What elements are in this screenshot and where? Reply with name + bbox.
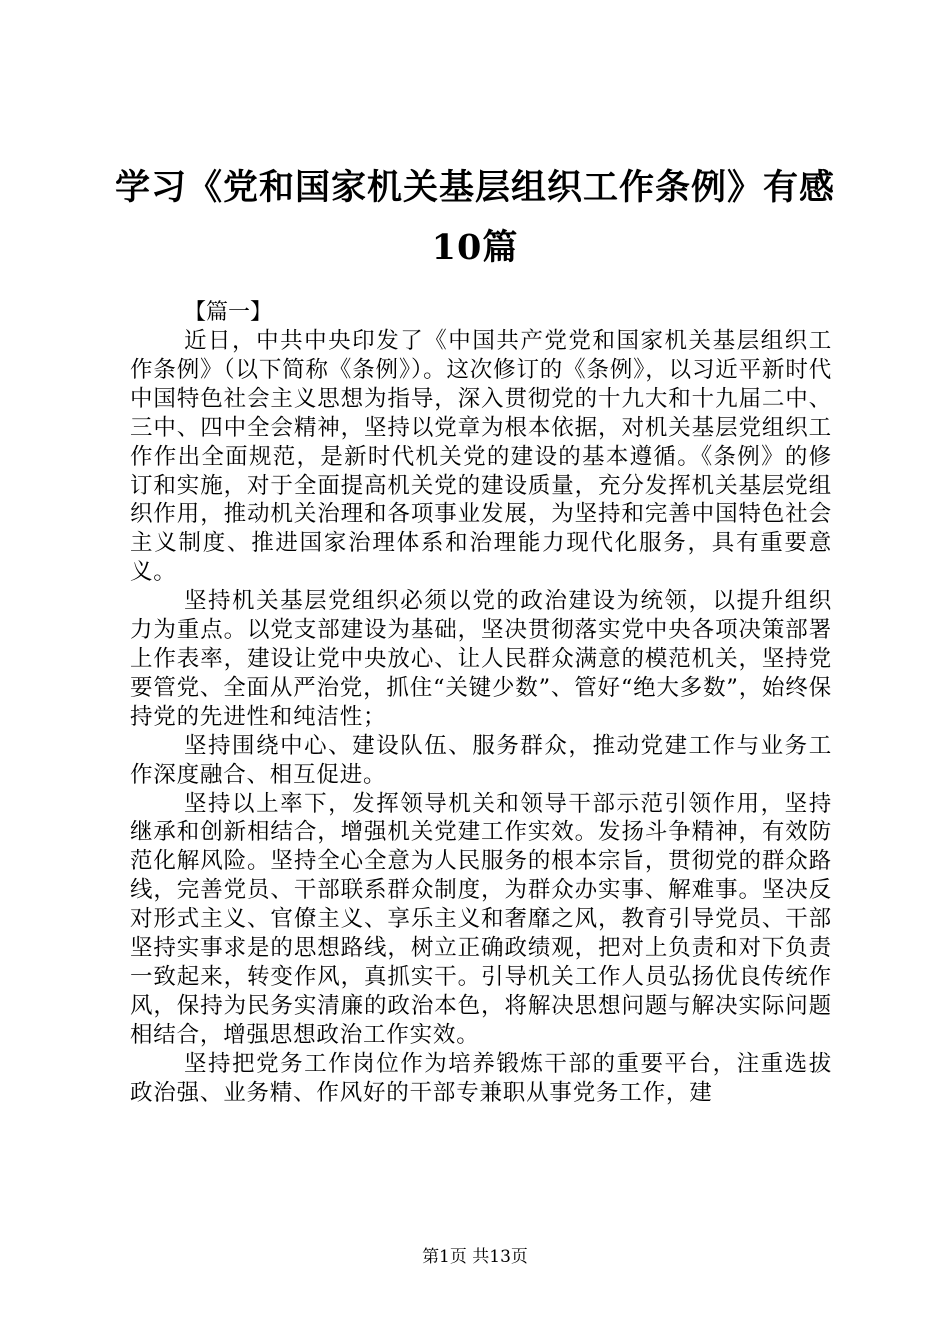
document-body	[130, 327, 832, 1107]
document-title-line1: 学习《党和国家机关基层组织工作条例》有感	[114, 167, 835, 208]
paragraph: 坚持机关基层党组织必须以党的政治建设为统领，以提升组织力为重点。以党支部建设为基础，坚决贯彻落实党中央各项决策部署上作表率，建设让党中央放心、让人民群众满意的模范机关，坚持党要管党、全面从严治党，抓住“关键少数”、管好“绝大多数”，始终保持党的先进性和纯洁性；	[130, 588, 832, 730]
paragraph: 近日，中共中央印发了《中国共产党党和国家机关基层组织工作条例》（以下简称《条例》）。这次修订的《条例》，以习近平新时代中国特色社会主义思想为指导，深入贯彻党的十九大和十九届二中、三中、四中全会精神，坚持以党章为根本依据，对机关基层党组织工作作出全面规范，是新时代机关党的建设的基本遵循。《条例》的修订和实施，对于全面提高机关党的建设质量，充分发挥机关基层党组织作用，推动机关治理和各项事业发展，为坚持和完善中国特色社会主义制度、推进国家治理体系和治理能力现代化服务，具有重要意义。	[130, 328, 832, 586]
paragraph: 坚持把党务工作岗位作为培养锻炼干部的重要平台，注重选拔政治强、业务精、作风好的干部专兼职从事党务工作，建	[130, 1050, 832, 1106]
paragraph: 坚持以上率下，发挥领导机关和领导干部示范引领作用，坚持继承和创新相结合，增强机关党建工作实效。发扬斗争精神，有效防范化解风险。坚持全心全意为人民服务的根本宗旨，贯彻党的群众路线，完善党员、干部联系群众制度，为群众办实事、解难事。坚决反对形式主义、官僚主义、享乐主义和奢靡之风，教育引导党员、干部坚持实事求是的思想路线，树立正确政绩观，把对上负责和对下负责一致起来，转变作风，真抓实干。引导机关工作人员弘扬优良传统作风，保持为民务实清廉的政治本色，将解决思想问题与解决实际问题相结合，增强思想政治工作实效。	[130, 790, 832, 1048]
paragraph: 坚持围绕中心、建设队伍、服务群众，推动党建工作与业务工作深度融合、相互促进。	[130, 732, 832, 788]
page-footer: 第1页 共13页	[422, 1247, 528, 1267]
document-title-line2: 10篇	[431, 227, 519, 268]
section-label: 【篇一】	[184, 300, 273, 325]
